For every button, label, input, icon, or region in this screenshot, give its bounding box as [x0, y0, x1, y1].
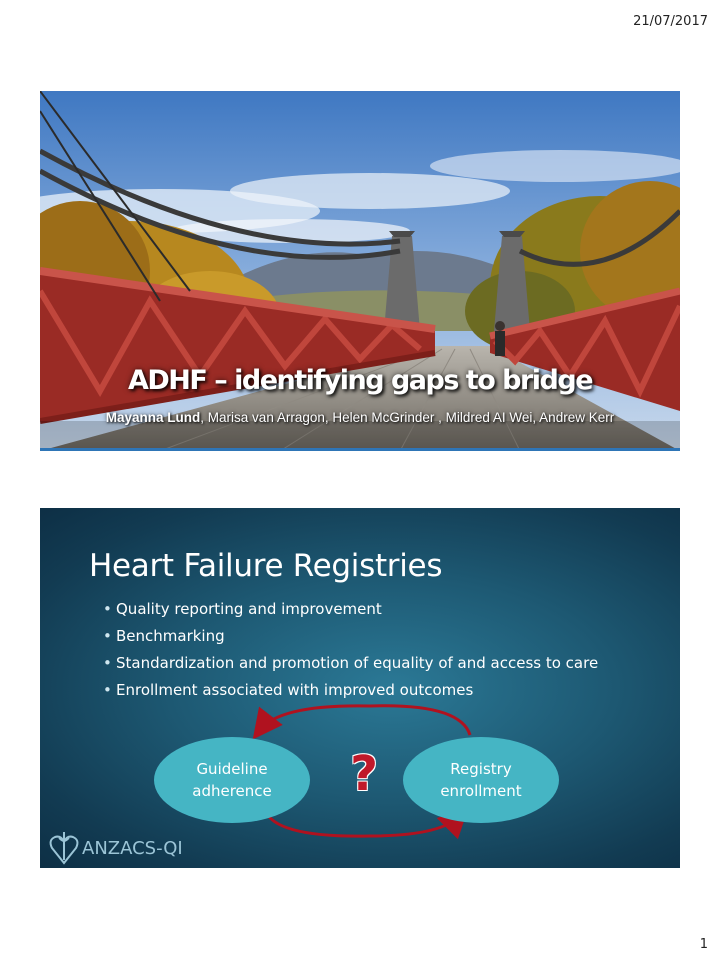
- bullet-icon: •: [103, 654, 112, 672]
- registry-enrollment-node: Registry enrollment: [403, 737, 559, 823]
- bullet-icon: •: [103, 600, 112, 618]
- logo-text: ANZACS-QI: [82, 837, 183, 859]
- cycle-arrows: [40, 508, 680, 868]
- list-item: • Quality reporting and improvement: [103, 596, 598, 623]
- lead-author: Mayanna Lund: [105, 410, 201, 425]
- bullet-icon: •: [103, 681, 112, 699]
- guideline-adherence-node: Guideline adherence: [154, 737, 310, 823]
- page-number: 1: [699, 937, 708, 952]
- list-item: • Standardization and promotion of equality of and access to care: [103, 650, 598, 677]
- anzacs-qi-logo: [48, 828, 183, 868]
- slide-date: 21/07/2017: [633, 14, 708, 29]
- author-list: [40, 410, 680, 425]
- slide-accent-bar: [40, 448, 680, 451]
- title-slide: [40, 91, 680, 451]
- arrow-bottom: [265, 810, 460, 836]
- co-authors: , Marisa van Arragon, Helen McGrinder , Mildred AI Wei, Andrew Kerr: [200, 410, 615, 425]
- slide-title: Heart Failure Registries: [89, 548, 443, 584]
- arrow-top: [260, 706, 470, 735]
- question-mark: ?: [350, 746, 378, 802]
- bridge-photo: [40, 91, 680, 451]
- list-item: • Benchmarking: [103, 623, 598, 650]
- registries-slide: [40, 508, 680, 868]
- heart-logo-icon: [48, 830, 80, 866]
- list-item: • Enrollment associated with improved outcomes: [103, 677, 598, 704]
- bullet-icon: •: [103, 627, 112, 645]
- slide-title: ADHF – identifying gaps to bridge: [127, 365, 593, 396]
